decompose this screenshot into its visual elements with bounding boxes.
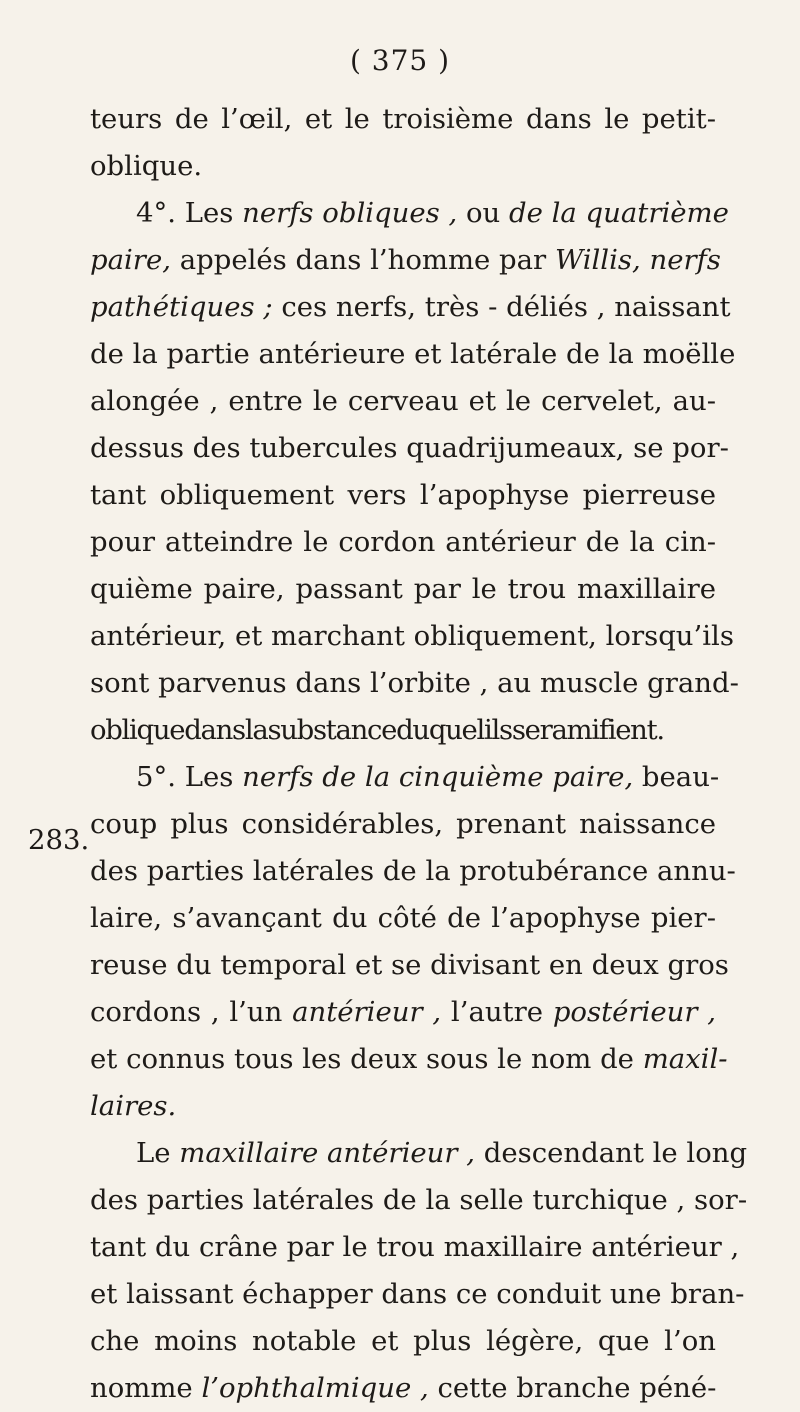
text-segment: de la partie antérieure et latérale de la moëlle — [90, 338, 736, 370]
text-segment: appelés dans l’homme par — [170, 244, 555, 276]
text-segment: cette branche péné- — [428, 1372, 717, 1404]
text-segment: et laissant échapper dans ce conduit une bran- — [90, 1278, 745, 1310]
text-line — [90, 660, 739, 707]
text-segment: coup plus considérables, prenant naissance — [90, 808, 716, 840]
italic-text: de la quatrième — [509, 197, 729, 229]
text-segment: Le — [136, 1137, 180, 1169]
text-line — [90, 1365, 716, 1412]
text-segment: teurs de l’œil, et le troisième dans le petit- — [90, 103, 716, 135]
text-segment: des parties latérales de la selle turchique , sor- — [90, 1184, 748, 1216]
text-line — [90, 472, 716, 519]
text-line — [90, 989, 716, 1036]
text-line — [90, 707, 716, 754]
text-segment: descendant le long — [475, 1137, 748, 1169]
italic-text: postérieur , — [552, 996, 716, 1028]
text-line — [90, 143, 716, 190]
text-line — [90, 1177, 748, 1224]
text-line — [90, 519, 716, 566]
text-line — [90, 1271, 745, 1318]
text-segment: reuse du temporal et se divisant en deux gros — [90, 949, 729, 981]
text-line — [90, 801, 716, 848]
text-segment: ou — [457, 197, 509, 229]
text-segment: quième paire, passant par le trou maxillaire — [90, 573, 716, 605]
body-text — [90, 96, 748, 1412]
italic-text: l’ophthalmique , — [201, 1372, 429, 1404]
text-line — [90, 848, 736, 895]
italic-text: nerfs obliques , — [242, 197, 458, 229]
text-segment: pour atteindre le cordon antérieur de la cin- — [90, 526, 716, 558]
text-line — [90, 1318, 716, 1365]
text-segment: tant du crâne par le trou maxillaire antérieur , — [90, 1231, 740, 1263]
text-segment: 5°. Les — [136, 761, 243, 793]
text-line — [90, 566, 716, 613]
text-line — [90, 895, 716, 942]
text-segment: sont parvenus dans l’orbite , au muscle grand- — [90, 667, 739, 699]
italic-text: laires. — [90, 1090, 177, 1122]
text-line — [90, 425, 729, 472]
text-line — [90, 378, 716, 425]
text-segment: antérieur, et marchant obliquement, lorsqu’ils — [90, 620, 734, 652]
text-line — [90, 1224, 740, 1271]
italic-text: nerfs de la cinquième paire, — [242, 761, 634, 793]
text-line — [90, 237, 721, 284]
italic-text: pathétiques ; — [90, 291, 273, 323]
italic-text: paire, — [90, 244, 171, 276]
text-segment: beau- — [633, 761, 720, 793]
text-line — [90, 613, 734, 660]
italic-text: antérieur , — [292, 996, 442, 1028]
text-segment: ces nerfs, très - déliés , naissant — [272, 291, 731, 323]
text-segment: l’autre — [441, 996, 553, 1028]
text-line — [90, 190, 729, 237]
text-line — [90, 1083, 716, 1130]
text-segment: obliquedanslasubstanceduquelilsseramifient. — [90, 714, 664, 746]
text-segment: des parties latérales de la protubérance annu- — [90, 855, 736, 887]
text-segment: che moins notable et plus légère, que l’on — [90, 1325, 716, 1357]
text-segment: tant obliquement vers l’apophyse pierreuse — [90, 479, 716, 511]
text-segment: laire, s’avançant du côté de l’apophyse pier- — [90, 902, 716, 934]
italic-text: Willis, nerfs — [554, 244, 721, 276]
text-line — [90, 96, 716, 143]
text-segment: nomme — [90, 1372, 202, 1404]
text-segment: oblique. — [90, 150, 203, 182]
page-number: ( 375 ) — [349, 44, 451, 77]
text-segment: dessus des tubercules quadrijumeaux, se por- — [90, 432, 729, 464]
text-line — [90, 1130, 748, 1177]
margin-note: 283. — [28, 824, 90, 856]
text-line — [90, 284, 731, 331]
italic-text: maxillaire antérieur , — [179, 1137, 475, 1169]
text-line — [90, 754, 720, 801]
text-line — [90, 331, 736, 378]
text-segment: et connus tous les deux sous le nom de — [90, 1043, 643, 1075]
text-line — [90, 1036, 728, 1083]
text-line — [90, 942, 729, 989]
italic-text: maxil- — [642, 1043, 728, 1075]
text-segment: alongée , entre le cerveau et le cervelet, au- — [90, 385, 716, 417]
text-segment: 4°. Les — [136, 197, 243, 229]
text-segment: cordons , l’un — [90, 996, 293, 1028]
